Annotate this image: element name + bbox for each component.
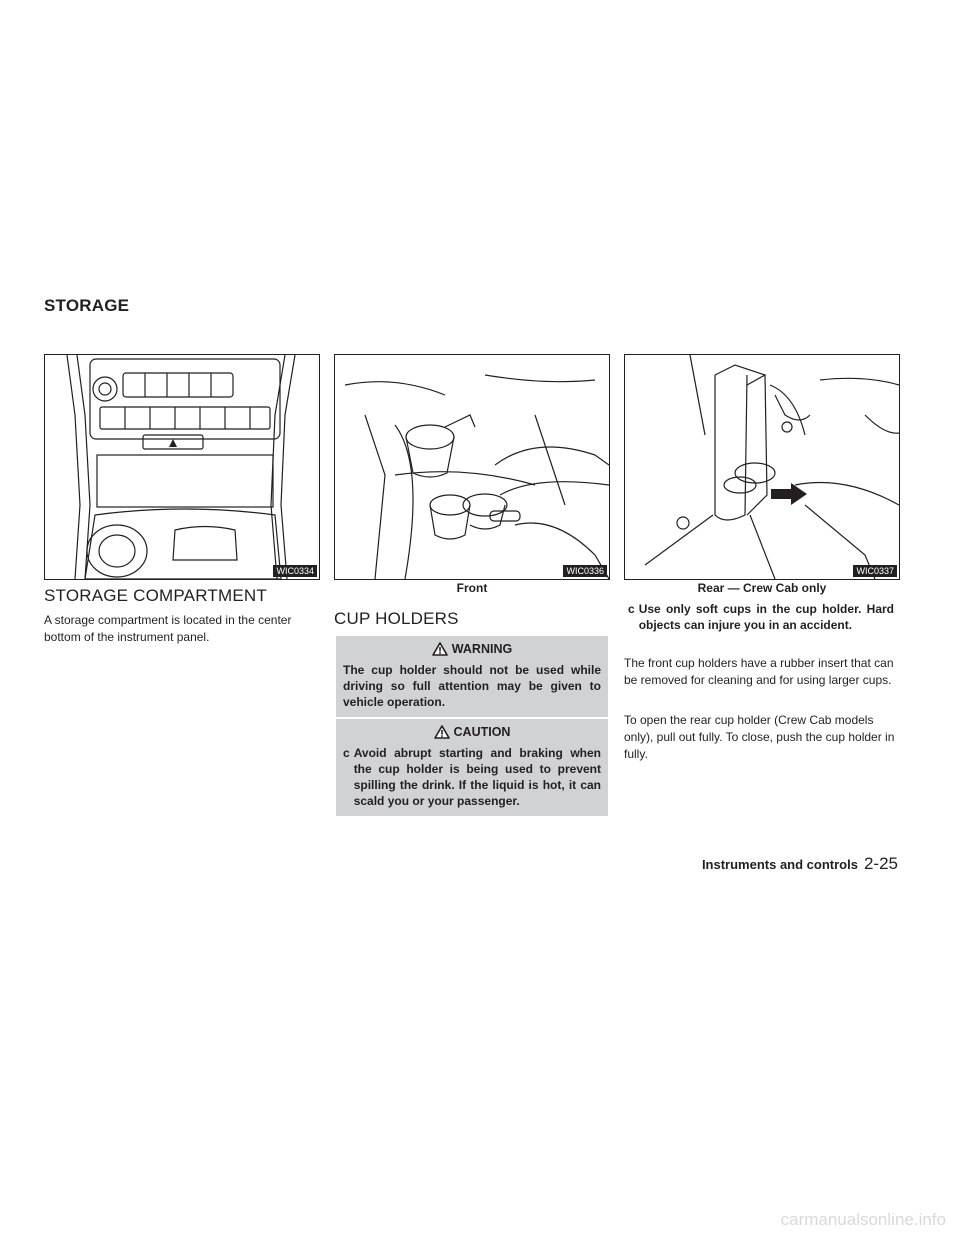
figure-rear-cup-holder — [624, 354, 900, 580]
storage-compartment-illustration — [45, 355, 319, 579]
page-number: 2-25 — [863, 854, 898, 873]
watermark: carmanualsonline.info — [780, 1210, 946, 1229]
rear-cup-holder-illustration — [625, 355, 899, 579]
caution-continued — [628, 601, 894, 633]
bullet-mark: c — [343, 746, 350, 760]
cup-holders-para-1: The front cup holders have a rubber insert that can be removed for cleaning and for using larger cups. — [624, 656, 894, 687]
caution-icon — [434, 725, 450, 739]
storage-compartment-heading: STORAGE COMPARTMENT — [44, 586, 267, 605]
bullet-mark: c — [628, 602, 635, 616]
storage-compartment-text: A storage compartment is located in the center bottom of the instrument panel. — [44, 613, 292, 644]
caution-item-text: Avoid abrupt starting and braking when the cup holder is being used to prevent spilling the drink. If the liquid is hot, it can scald you or your passenger. — [353, 746, 601, 808]
caution-label: CAUTION — [453, 725, 511, 739]
caption-front: Front — [456, 581, 488, 595]
arrow-icon — [771, 483, 807, 505]
caution-box — [336, 719, 608, 816]
warning-text: The cup holder should not be used while driving so full attention may be given to vehicle operation. — [343, 663, 601, 709]
warning-box — [336, 636, 608, 717]
warning-label: WARNING — [451, 642, 513, 656]
caution-item — [343, 745, 601, 809]
section-title: STORAGE — [44, 296, 130, 315]
front-cup-holders-illustration — [335, 355, 609, 579]
figure-front-cup-holders — [334, 354, 610, 580]
cup-holders-heading: CUP HOLDERS — [334, 609, 459, 628]
figure-code-front: WIC0336 — [563, 565, 607, 577]
cup-holders-para-2: To open the rear cup holder (Crew Cab models only), pull out fully. To close, push the cup holder in fully. — [624, 713, 895, 761]
figure-code-rear: WIC0337 — [853, 565, 897, 577]
page-footer — [624, 854, 898, 874]
figure-code-storage: WIC0334 — [273, 565, 317, 577]
caption-rear: Rear — Crew Cab only — [697, 581, 827, 595]
caution-item-text: Use only soft cups in the cup holder. Hard objects can injure you in an accident. — [638, 602, 894, 632]
caution-item — [628, 601, 894, 633]
hazard-icon — [169, 439, 177, 447]
figure-storage-compartment — [44, 354, 320, 580]
footer-label: Instruments and controls — [701, 857, 858, 872]
warning-icon — [432, 642, 448, 656]
